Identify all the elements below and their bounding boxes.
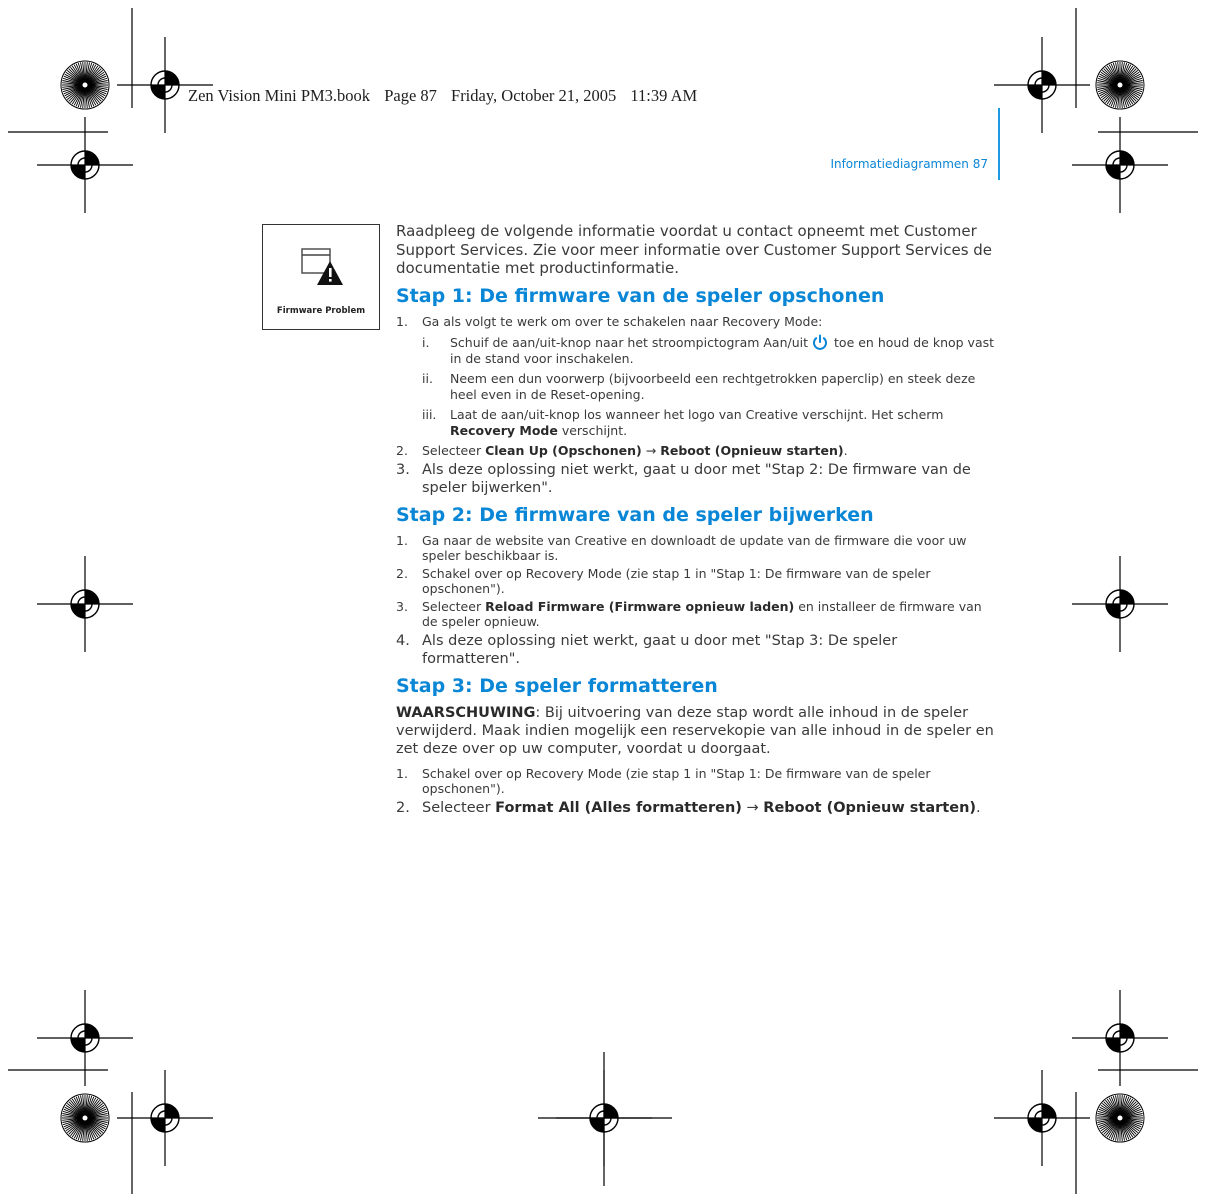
list-item: 1. Schakel over op Recovery Mode (zie stap 1 in "Stap 1: De firmware van de speler opschonen"). [396, 765, 931, 796]
book-page: Page 87 [384, 86, 437, 105]
list-item: i. Schuif de aan/uit-knop naar het stroompictogram Aan/uit toe en houd de knop vast in de stand voor inschakelen. [422, 335, 995, 366]
page-content [396, 222, 996, 819]
firmware-problem-badge [262, 224, 380, 330]
step3-heading: Stap 3: De speler formatteren [396, 674, 718, 697]
power-icon [812, 334, 828, 350]
book-filename: Zen Vision Mini PM3.book [188, 86, 371, 105]
warning-label: WAARSCHUWING [396, 704, 536, 721]
list-item: 3. Als deze oplossing niet werkt, gaat u door met "Stap 2: De firmware van de speler bijwerken". [396, 461, 971, 496]
badge-label: Firmware Problem [276, 306, 366, 316]
book-date: Friday, October 21, 2005 [451, 86, 617, 105]
sub-list [422, 335, 996, 438]
step2-list [396, 533, 996, 668]
list-item: 3. Selecteer Reload Firmware (Firmware opnieuw laden) en installeer de firmware van de speler opnieuw. [396, 598, 982, 629]
step1-list [396, 314, 996, 497]
list-item: iii. Laat de aan/uit-knop los wanneer het logo van Creative verschijnt. Het scherm Recovery Mode verschijnt. [422, 407, 944, 438]
list-item: 2. Schakel over op Recovery Mode (zie stap 1 in "Stap 1: De firmware van de speler opschonen"). [396, 565, 931, 596]
book-time: 11:39 AM [630, 86, 698, 105]
list-item: 2. Selecteer Format All (Alles formatteren) → Reboot (Opnieuw starten). [396, 799, 981, 816]
running-head: Informatiediagrammen 87 [830, 157, 988, 171]
list-item: 2. Selecteer Clean Up (Opschonen) → Reboot (Opnieuw starten). [396, 443, 848, 458]
running-head-rule [998, 108, 1000, 180]
step1-heading: Stap 1: De firmware van de speler opschonen [396, 284, 885, 307]
list-item: 1. Ga als volgt te werk om over te schakelen naar Recovery Mode: i. Schuif de aan/uit-knop naar het stroompictogram Aan/uit toe en houd de knop vast in de stand voor inschakelen. ii. Neem een dun voorwerp (bijvoorbeeld een rechtgetrokken paperclip) en steek deze heel even in de Reset-opening. iii. Laat de aan/uit-knop los wanneer het logo van Creative verschijnt. Het scherm Recovery Mode verschijnt. [396, 313, 995, 438]
book-info-line [188, 86, 697, 106]
intro-paragraph: Raadpleeg de volgende informatie voordat u contact opneemt met Customer Support Services. Zie voor meer informatie over Customer Support Services de documentatie met productinformatie. [396, 222, 993, 277]
list-item: 4. Als deze oplossing niet werkt, gaat u door met "Stap 3: De speler formatteren". [396, 632, 898, 667]
window-warning-icon [301, 245, 343, 289]
list-item: 1. Ga naar de website van Creative en downloadt de update van de firmware die voor uw speler beschikbaar is. [396, 532, 967, 563]
step3-list [396, 766, 996, 817]
list-item: ii. Neem een dun voorwerp (bijvoorbeeld een rechtgetrokken paperclip) en steek deze heel even in de Reset-opening. [422, 371, 976, 402]
warning-paragraph: WAARSCHUWING: Bij uitvoering van deze stap wordt alle inhoud in de speler verwijderd. Maak indien mogelijk een reservekopie van alle inhoud in de speler en zet deze over op uw computer, voordat u doorgaat. [396, 704, 994, 757]
step2-heading: Stap 2: De firmware van de speler bijwerken [396, 503, 874, 526]
